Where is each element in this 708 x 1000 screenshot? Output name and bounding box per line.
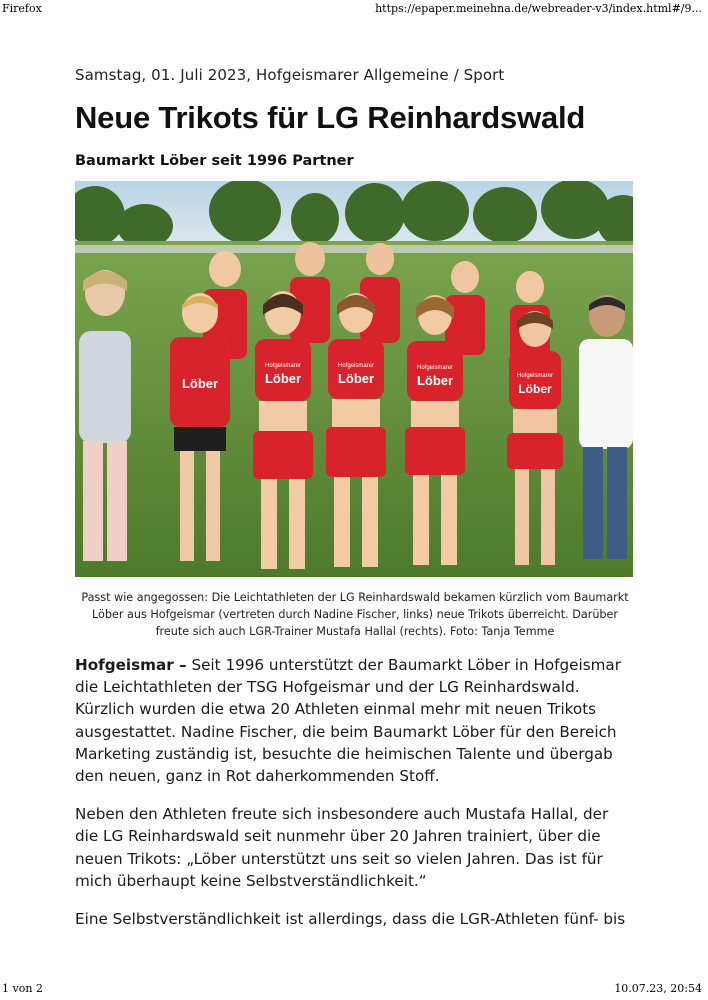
- article: [75, 60, 635, 946]
- article-dateline: Samstag, 01. Juli 2023, Hofgeismarer Allgemeine / Sport: [75, 66, 505, 84]
- jersey-sponsor-4: Löber: [416, 373, 454, 388]
- jersey-small-text-2: Hofgeismarer: [264, 363, 302, 369]
- article-headline: Neue Trikots für LG Reinhardswald: [75, 100, 586, 135]
- browser-name: Firefox: [2, 2, 42, 15]
- article-subheadline: Baumarkt Löber seit 1996 Partner: [75, 153, 354, 169]
- body-paragraph-2: Neben den Athleten freute sich insbesondere auch Mustafa Hallal, der die LG Reinhardswald seit nunmehr über 20 Jahren trainiert, über die neuen Trikots: „Löber unterstützt uns seit so vielen Jahren. Das ist für mich überhaupt keine Selbstverständlichkeit.“: [75, 805, 609, 890]
- print-header: [0, 2, 708, 18]
- page-url[interactable]: https://epaper.meinehna.de/webreader-v3/index.html#/9...: [375, 2, 702, 15]
- lead-place: Hofgeismar –: [75, 656, 187, 674]
- jersey-sponsor-3: Löber: [337, 371, 375, 386]
- jersey-small-text-5: Hofgeismarer: [516, 373, 554, 379]
- print-timestamp: 10.07.23, 20:54: [614, 982, 702, 995]
- print-footer: [0, 982, 708, 998]
- body-paragraph-1: [75, 654, 635, 787]
- photo-caption: Passt wie angegossen: Die Leichtathleten der LG Reinhardswald bekamen kürzlich vom Baumarkt Löber aus Hofgeismar (vertreten durch Nadine Fischer, links) neue Trikots überreicht. Darüber freute sich auch LGR-Trainer Mustafa Hallal (rechts). Foto: Tanja Temme: [81, 591, 629, 638]
- body-paragraph-1-text: Seit 1996 unterstützt der Baumarkt Löber in Hofgeismar die Leichtathleten der TSG Hofgeismar und der LG Reinhardswald. Kürzlich wurden die etwa 20 Athleten einmal mehr mit neuen Trikots ausgestattet. Nadine Fischer, die beim Baumarkt Löber für den Bereich Marketing zuständig ist, besuchte die heimischen Talente und übergab den neuen, ganz in Rot daherkommenden Stoff.: [75, 656, 621, 786]
- team-photo: [75, 181, 633, 577]
- body-paragraph-3: Eine Selbstverständlichkeit ist allerdings, dass die LGR-Athleten fünf- bis: [75, 910, 626, 929]
- jersey-sponsor-2: Löber: [264, 371, 302, 386]
- jersey-small-text-4: Hofgeismarer: [416, 365, 454, 371]
- article-body: [75, 654, 635, 930]
- page-count: 1 von 2: [2, 982, 43, 995]
- team-photo-illustration: [75, 181, 633, 577]
- jersey-small-text-3: Hofgeismarer: [337, 363, 375, 369]
- jersey-sponsor-5: Löber: [518, 382, 552, 396]
- jersey-sponsor-1: Löber: [181, 376, 219, 391]
